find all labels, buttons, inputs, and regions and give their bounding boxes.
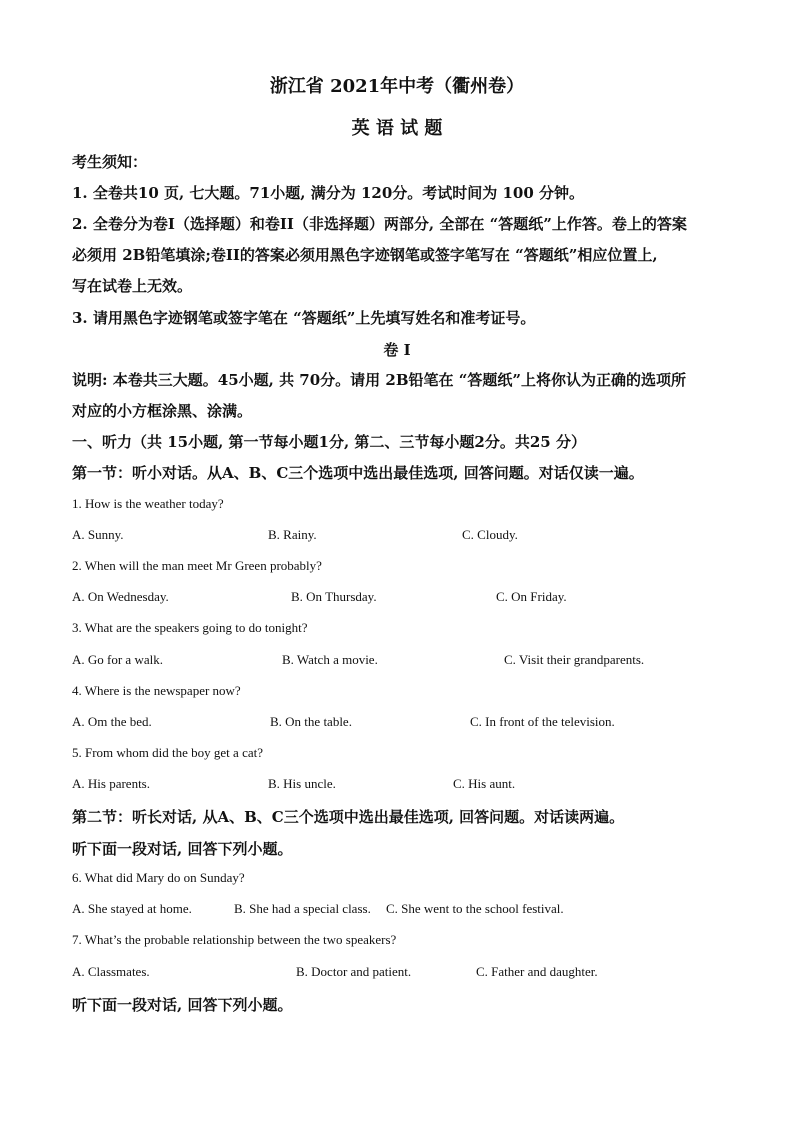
option-b: B. Doctor and patient. [296,964,412,979]
explain-line: 对应的小方框涂黑、涂满。 [72,402,253,420]
option-a: A. His parents. [72,776,150,791]
option-b: B. Rainy. [268,527,317,542]
option-b: B. Watch a movie. [282,652,378,667]
question-text: 1. How is the weather today? [72,496,224,511]
option-a: A. Classmates. [72,964,150,979]
option-a: A. She stayed at home. [72,901,192,916]
section-heading: 第二节：听长对话, 从A、B、C三个选项中选出最佳选项, 回答问题。对话读两遍。 [72,808,625,826]
question-text: 6. What did Mary do on Sunday? [72,870,245,885]
option-c: C. Visit their grandparents. [504,652,645,667]
question-text: 3. What are the speakers going to do tonight? [72,620,308,635]
section-heading: 第一节：听小对话。从A、B、C三个选项中选出最佳选项, 回答问题。对话仅读一遍。 [72,464,644,482]
notice-item: 3. 请用黑色字迹钢笔或签字笔在 “答题纸”上先填写姓名和准考证号。 [72,309,536,327]
exam-title: 浙江省 2021年中考（衢州卷） [269,76,525,97]
option-c: C. His aunt. [453,776,516,791]
option-c: C. She went to the school festival. [386,901,564,916]
option-c: C. Cloudy. [462,527,518,542]
option-c: C. In front of the television. [470,714,615,729]
option-b: B. His uncle. [268,776,336,791]
option-b: B. On Thursday. [291,589,377,604]
option-a: A. Sunny. [72,527,124,542]
option-a: A. Go for a walk. [72,652,163,667]
listen-instruction: 听下面一段对话, 回答下列小题。 [72,996,293,1014]
option-b: B. She had a special class. [234,901,371,916]
volume-heading: 卷 I [383,341,411,359]
question-text: 2. When will the man meet Mr Green probably? [72,558,322,573]
notice-heading: 考生须知： [72,153,148,171]
notice-item: 2. 全卷分为卷I（选择题）和卷II（非选择题）两部分, 全部在 “答题纸”上作答。卷上的答案 [72,215,687,233]
exam-subtitle: 英 语 试 题 [351,118,443,139]
question-text: 4. Where is the newspaper now? [72,683,241,698]
notice-item: 1. 全卷共10 页, 七大题。71小题, 满分为 120分。考试时间为 100 分钟。 [72,184,585,202]
question-text: 5. From whom did the boy get a cat? [72,745,263,760]
listen-instruction: 听下面一段对话, 回答下列小题。 [72,840,293,858]
option-b: B. On the table. [270,714,352,729]
notice-item: 必须用 2B铅笔填涂;卷II的答案必须用黑色字迹钢笔或签字笔写在 “答题纸”相应位置上, [72,246,658,264]
notice-item: 写在试卷上无效。 [72,277,193,295]
option-c: C. On Friday. [496,589,567,604]
question-text: 7. What’s the probable relationship between the two speakers? [72,932,397,947]
option-c: C. Father and daughter. [476,964,598,979]
explain-line: 说明: 本卷共三大题。45小题, 共 70分。请用 2B铅笔在 “答题纸”上将你认为正确的选项所 [72,371,686,389]
part-heading: 一、听力（共 15小题, 第一节每小题1分, 第二、三节每小题2分。共25 分） [72,433,586,451]
option-a: A. Om the bed. [72,714,152,729]
option-a: A. On Wednesday. [72,589,169,604]
